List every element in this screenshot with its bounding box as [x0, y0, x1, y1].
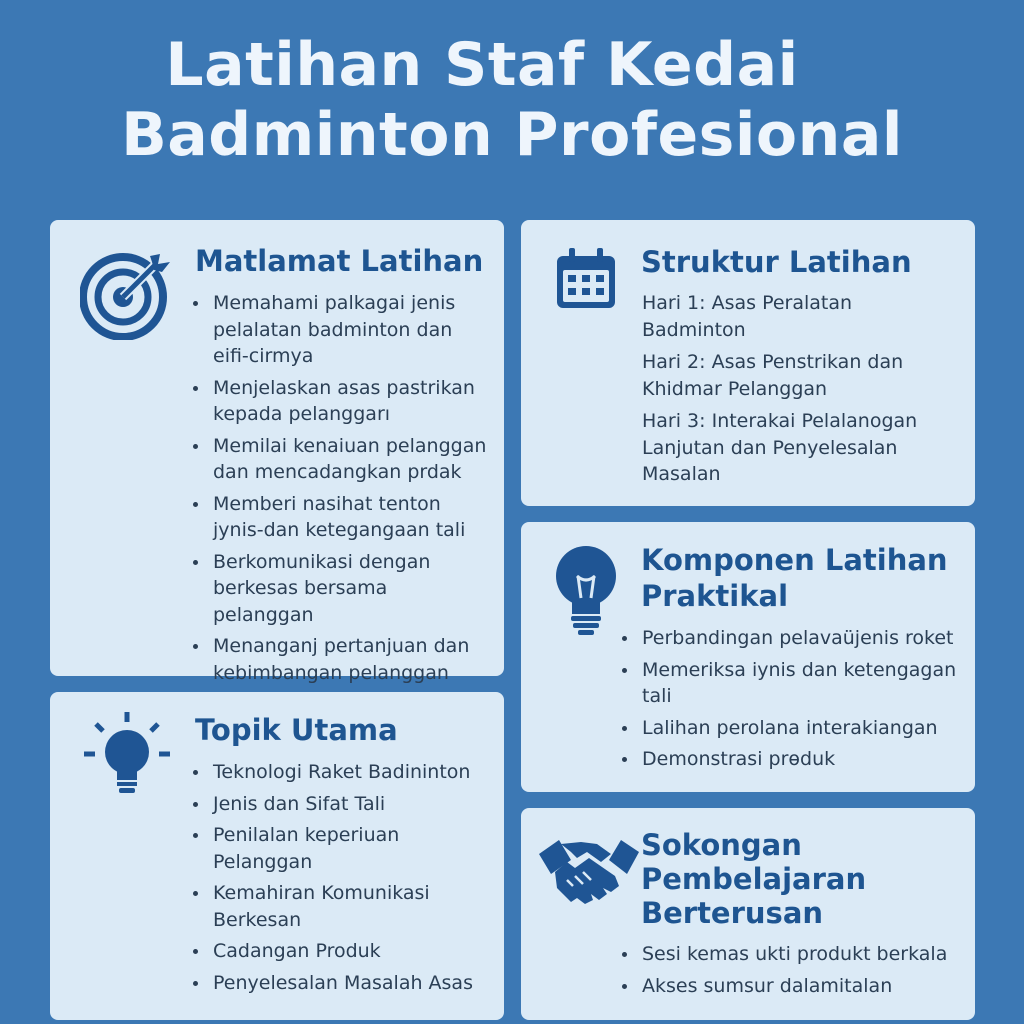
card-practical — [521, 522, 975, 792]
card-structure-list — [642, 290, 942, 494]
list-item: Cadangan Produk — [193, 938, 493, 965]
list-item: Jenis dan Sifat Tali — [193, 791, 493, 818]
list-item: Menjelaskan asas pastrikan kepada pelanggarı — [193, 375, 493, 428]
list-item: Sesi kemas ukti produkt berkala — [622, 941, 962, 968]
list-item: Akses sumsur dalamitalan — [622, 973, 962, 1000]
handshake-icon — [537, 832, 641, 912]
list-item: Memberi nasihat tenton jynis-dan ketegangaan tali — [193, 491, 493, 544]
card-practical-list — [622, 625, 962, 778]
page-title-line1: Latihan Staf Kedai — [165, 30, 799, 100]
card-practical-heading — [641, 542, 948, 614]
list-item: Kemahiran Komunikasi Berkesan — [193, 880, 493, 933]
card-structure — [521, 220, 975, 506]
list-item: Memilai kenaiuan pelanggan dan mencadangkan prdak — [193, 433, 493, 486]
list-item: Memeriksa iynis dan ketengagan tali — [622, 657, 962, 710]
card-topics — [50, 692, 504, 1020]
card-support-heading-line3: Berterusan — [641, 896, 824, 930]
list-item: Lalihan perolana interakiangan — [622, 715, 962, 742]
list-item: Penilalan keperiuan Pelanggan — [193, 822, 493, 875]
card-practical-heading-line2: Praktikal — [641, 579, 789, 613]
card-support-heading-line1: Sokongan — [641, 828, 802, 862]
list-item: Penyelesalan Masalah Asas — [193, 970, 493, 997]
card-practical-heading-line1: Komponen Latihan — [641, 543, 948, 577]
card-structure-heading: Struktur Latihan — [641, 245, 912, 279]
list-item: Berkomunikasi dengan berkesas bersama pelanggan — [193, 549, 493, 629]
calendar-icon — [555, 248, 617, 310]
card-support-heading-line2: Pembelajaran — [641, 862, 867, 896]
list-item: Menanganj pertanjuan dan kebimbangan pelanggan — [193, 633, 493, 686]
list-item: Teknologi Raket Badininton — [193, 759, 493, 786]
card-topics-heading: Topik Utama — [195, 713, 398, 747]
card-topics-list — [193, 759, 493, 1001]
card-support-list — [622, 941, 962, 1004]
card-goals-heading: Matlamat Latihan — [195, 244, 484, 278]
list-item: Demonstrasi prөduk — [622, 746, 962, 773]
list-item: Hari 2: Asas Penstrikan dan Khidmar Pelanggan — [642, 351, 904, 400]
list-item: Memahami palkagai jenis pelalatan badminton dan eifi-cirmya — [193, 290, 493, 370]
target-icon — [80, 250, 174, 340]
list-item: Perbandingan pelavaüjenis roket — [622, 625, 962, 652]
lightbulb-icon — [551, 544, 621, 636]
page-title-line2: Badminton Profesional — [121, 100, 903, 170]
lightbulb-rays-icon — [82, 710, 172, 800]
card-goals-list — [193, 290, 493, 691]
list-item: Hari 3: Interakai Pelalanogan Lanjutan dan Penyelesalan Masalan — [642, 410, 918, 485]
page-title — [0, 30, 1024, 170]
card-goals — [50, 220, 504, 684]
card-support — [521, 808, 975, 1020]
list-item: Hari 1: Asas Peralatan Badminton — [642, 292, 853, 341]
card-support-heading — [641, 828, 866, 930]
